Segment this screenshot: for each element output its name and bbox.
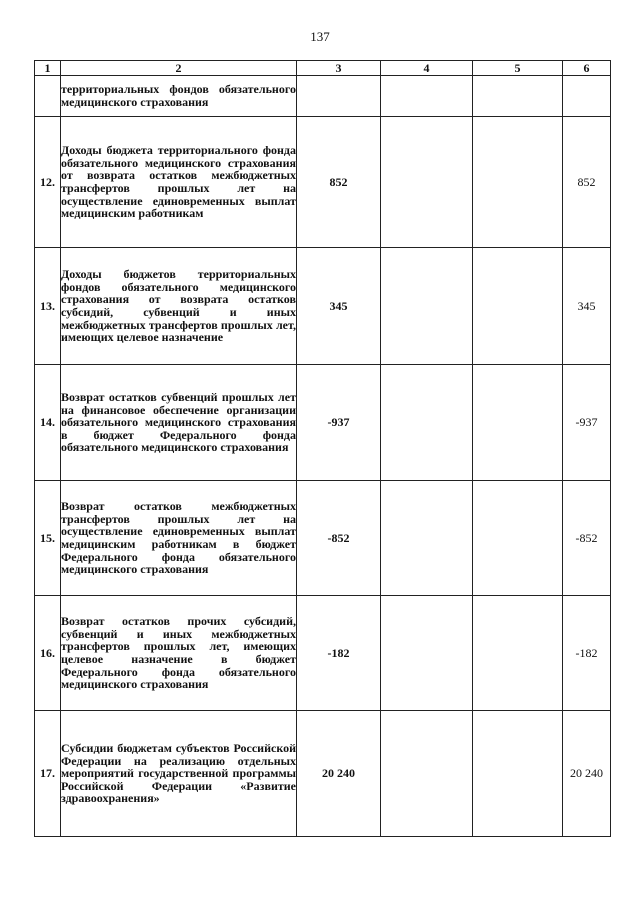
- table-row: [35, 248, 611, 365]
- column-header: 6: [563, 61, 611, 76]
- row-description: Возврат остатков межбюджетных трансфертов прошлых лет на осуществление единовременных выплат медицинским работникам в бюджет Федерального фонда обязательного медицинского страхования: [61, 481, 297, 596]
- row-number: 13.: [35, 248, 61, 365]
- row-number: 16.: [35, 596, 61, 711]
- row-value-col5: [473, 76, 563, 117]
- row-value-col5: [473, 365, 563, 481]
- column-header: 2: [61, 61, 297, 76]
- budget-table: [34, 60, 611, 837]
- row-value-col6: 20 240: [563, 711, 611, 837]
- row-value-col5: [473, 248, 563, 365]
- row-number: 12.: [35, 117, 61, 248]
- row-value-col4: [381, 596, 473, 711]
- row-value-col5: [473, 596, 563, 711]
- row-description: Возврат остатков прочих субсидий, субвенций и иных межбюджетных трансфертов прошлых лет, имеющих целевое назначение в бюджет Федерального фонда обязательного медицинского страхования: [61, 596, 297, 711]
- row-value-col3: -852: [297, 481, 381, 596]
- row-description: Субсидии бюджетам субъектов Российской Федерации на реализацию отдельных мероприятий государственной программы Российской Федерации «Развитие здравоохранения»: [61, 711, 297, 837]
- row-description: территориальных фондов обязательного медицинского страхования: [61, 76, 297, 117]
- row-number: 15.: [35, 481, 61, 596]
- row-value-col4: [381, 248, 473, 365]
- column-header: 3: [297, 61, 381, 76]
- row-description: Доходы бюджетов территориальных фондов обязательного медицинского страхования от возврата остатков субсидий, субвенций и иных межбюджетных трансфертов прошлых лет, имеющих целевое назначение: [61, 248, 297, 365]
- row-number: 17.: [35, 711, 61, 837]
- table-row: [35, 117, 611, 248]
- row-value-col6: 345: [563, 248, 611, 365]
- row-value-col5: [473, 481, 563, 596]
- row-value-col3: 852: [297, 117, 381, 248]
- row-value-col6: [563, 76, 611, 117]
- row-description: Доходы бюджета территориального фонда обязательного медицинского страхования от возврата остатков межбюджетных трансфертов прошлых лет на осуществление единовременных выплат медицинским работникам: [61, 117, 297, 248]
- row-value-col3: -937: [297, 365, 381, 481]
- row-value-col3: 345: [297, 248, 381, 365]
- row-value-col4: [381, 117, 473, 248]
- row-value-col6: -852: [563, 481, 611, 596]
- row-value-col6: 852: [563, 117, 611, 248]
- table-row: [35, 76, 611, 117]
- row-value-col3: -182: [297, 596, 381, 711]
- table-row: [35, 711, 611, 837]
- row-value-col4: [381, 365, 473, 481]
- row-value-col3: 20 240: [297, 711, 381, 837]
- row-value-col4: [381, 481, 473, 596]
- row-description: Возврат остатков субвенций прошлых лет на финансовое обеспечение организации обязательного медицинского страхования в бюджет Федерального фонда обязательного медицинского страхования: [61, 365, 297, 481]
- row-value-col3: [297, 76, 381, 117]
- row-value-col6: -937: [563, 365, 611, 481]
- row-value-col4: [381, 76, 473, 117]
- row-number: 14.: [35, 365, 61, 481]
- column-header: 4: [381, 61, 473, 76]
- row-value-col6: -182: [563, 596, 611, 711]
- row-value-col5: [473, 711, 563, 837]
- table-row: [35, 481, 611, 596]
- row-value-col5: [473, 117, 563, 248]
- page-number: 137: [310, 29, 330, 44]
- column-header: 1: [35, 61, 61, 76]
- table-header-row: [35, 61, 611, 76]
- column-header: 5: [473, 61, 563, 76]
- table-row: [35, 596, 611, 711]
- row-number: [35, 76, 61, 117]
- table-row: [35, 365, 611, 481]
- row-value-col4: [381, 711, 473, 837]
